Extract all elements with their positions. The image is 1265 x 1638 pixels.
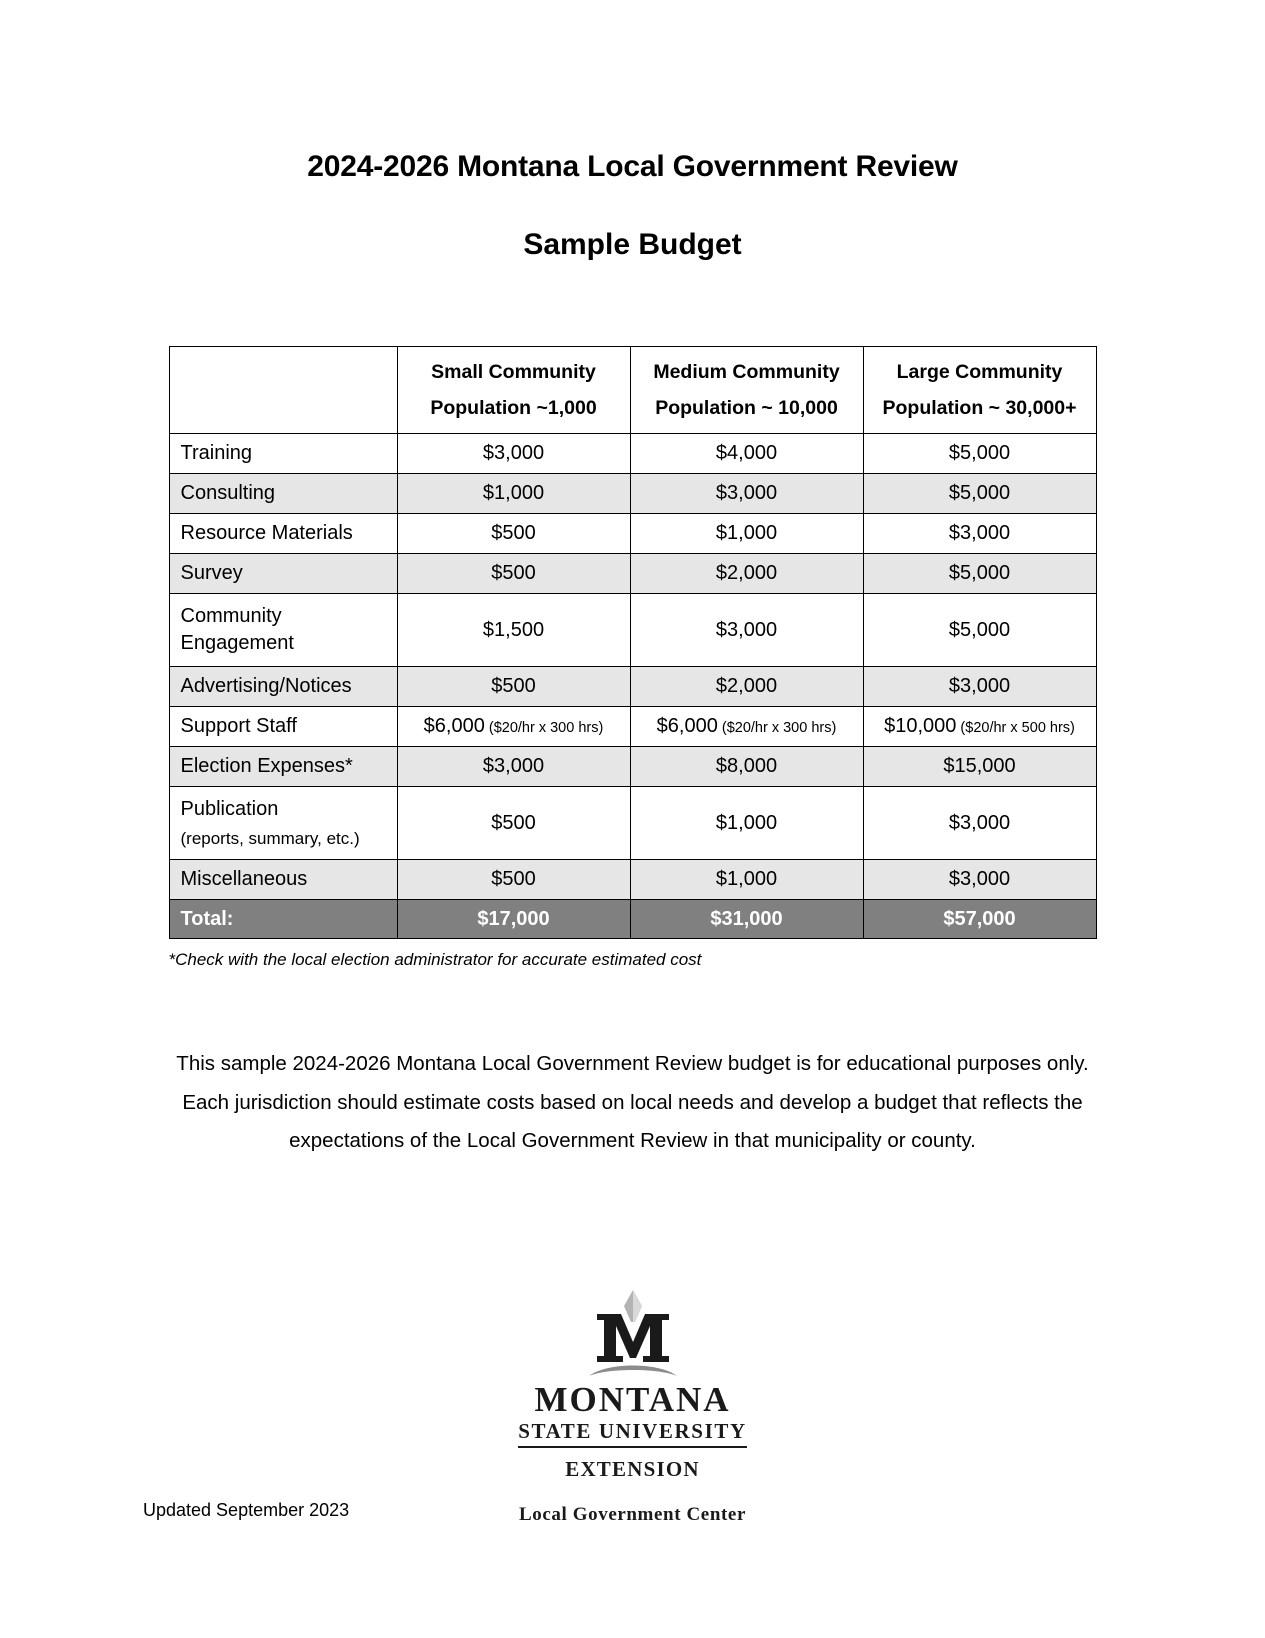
table-row <box>169 474 1096 514</box>
msu-logo-svg <box>573 1288 693 1380</box>
table-row <box>169 860 1096 900</box>
cell-medium-note: ($20/hr x 300 hrs) <box>717 720 837 736</box>
total-small: $17,000 <box>397 900 630 939</box>
cell-large: $5,000 <box>863 434 1096 474</box>
table-row <box>169 594 1096 667</box>
table-row <box>169 747 1096 787</box>
cell-small: $500 <box>397 860 630 900</box>
table-footnote: *Check with the local election administrator for accurate estimated cost <box>168 950 702 969</box>
row-label <box>169 594 397 667</box>
column-header-category <box>169 347 397 434</box>
column-header-large-population: Population ~ 30,000+ <box>882 396 1077 419</box>
budget-table <box>169 346 1097 939</box>
table-header <box>169 347 1096 434</box>
table-body <box>169 434 1096 939</box>
cell-medium: $3,000 <box>630 474 863 514</box>
cell-medium: $1,000 <box>630 514 863 554</box>
column-header-medium-population: Population ~ 10,000 <box>655 396 838 419</box>
table-row <box>169 554 1096 594</box>
page-subtitle: Sample Budget <box>523 227 742 261</box>
row-label: Advertising/Notices <box>169 667 397 707</box>
cell-medium: $2,000 <box>630 554 863 594</box>
logo-text-montana: MONTANA <box>534 1380 731 1419</box>
total-label: Total: <box>169 900 397 939</box>
total-large: $57,000 <box>863 900 1096 939</box>
column-header-small-community <box>397 347 630 434</box>
cell-medium: $8,000 <box>630 747 863 787</box>
cell-small: $500 <box>397 554 630 594</box>
cell-medium: $2,000 <box>630 667 863 707</box>
cell-large: $3,000 <box>863 787 1096 860</box>
column-header-small-population: Population ~1,000 <box>430 396 597 419</box>
table-row <box>169 434 1096 474</box>
title-block <box>0 0 1265 263</box>
body-paragraph: This sample 2024-2026 Montana Local Government Review budget is for educational purposes only. Each jurisdiction should estimate costs based on local needs and develop a budget that reflects the expectations of the Local Government Review in that municipality or county. <box>176 1052 1089 1153</box>
column-header-medium-title: Medium Community <box>653 361 840 384</box>
cell-large: $5,000 <box>863 554 1096 594</box>
cell-large: $5,000 <box>863 594 1096 667</box>
total-medium: $31,000 <box>630 900 863 939</box>
row-label: Resource Materials <box>169 514 397 554</box>
row-label-line1: Community <box>180 605 282 627</box>
row-label <box>169 787 397 860</box>
row-label-line2: (reports, summary, etc.) <box>180 828 360 848</box>
table-total-row <box>169 900 1096 939</box>
column-header-large-title: Large Community <box>896 361 1063 384</box>
cell-large-note: ($20/hr x 500 hrs) <box>956 720 1075 736</box>
cell-small: $500 <box>397 667 630 707</box>
table-header-row <box>169 347 1096 434</box>
budget-table-wrapper <box>169 263 1097 939</box>
logo-text-state-university: STATE UNIVERSITY <box>518 1417 746 1448</box>
row-label: Consulting <box>169 474 397 514</box>
msu-m-mark-icon <box>573 1288 693 1380</box>
cell-large: $3,000 <box>863 514 1096 554</box>
cell-small <box>397 707 630 747</box>
cell-small-value: $6,000 <box>423 715 485 737</box>
cell-small: $500 <box>397 514 630 554</box>
table-row <box>169 787 1096 860</box>
cell-small: $3,000 <box>397 747 630 787</box>
row-label-line2: Engagement <box>180 632 294 654</box>
cell-small: $1,500 <box>397 594 630 667</box>
logo-text-extension: EXTENSION <box>565 1457 700 1482</box>
cell-medium: $4,000 <box>630 434 863 474</box>
cell-large-value: $10,000 <box>884 715 957 737</box>
row-label: Miscellaneous <box>169 860 397 900</box>
cell-medium: $1,000 <box>630 860 863 900</box>
cell-small-note: ($20/hr x 300 hrs) <box>484 720 604 736</box>
cell-medium: $1,000 <box>630 787 863 860</box>
column-header-small-title: Small Community <box>431 361 596 384</box>
cell-small: $1,000 <box>397 474 630 514</box>
cell-small: $500 <box>397 787 630 860</box>
row-label: Support Staff <box>169 707 397 747</box>
row-label-line1: Publication <box>180 797 279 820</box>
table-row <box>169 667 1096 707</box>
cell-large <box>863 707 1096 747</box>
table-row <box>169 707 1096 747</box>
updated-date: Updated September 2023 <box>143 1500 350 1520</box>
cell-large: $3,000 <box>863 667 1096 707</box>
column-header-medium-community <box>630 347 863 434</box>
column-header-large-community <box>863 347 1096 434</box>
row-label: Training <box>169 434 397 474</box>
cell-large: $15,000 <box>863 747 1096 787</box>
cell-large: $5,000 <box>863 474 1096 514</box>
page-title: 2024-2026 Montana Local Government Review <box>307 150 958 183</box>
row-label: Survey <box>169 554 397 594</box>
cell-large: $3,000 <box>863 860 1096 900</box>
msu-extension-logo <box>0 1288 1265 1526</box>
cell-medium <box>630 707 863 747</box>
cell-medium-value: $6,000 <box>656 715 718 737</box>
cell-medium: $3,000 <box>630 594 863 667</box>
table-row <box>169 514 1096 554</box>
cell-small: $3,000 <box>397 434 630 474</box>
logo-text-local-government-center: Local Government Center <box>519 1504 746 1526</box>
row-label: Election Expenses* <box>169 747 397 787</box>
